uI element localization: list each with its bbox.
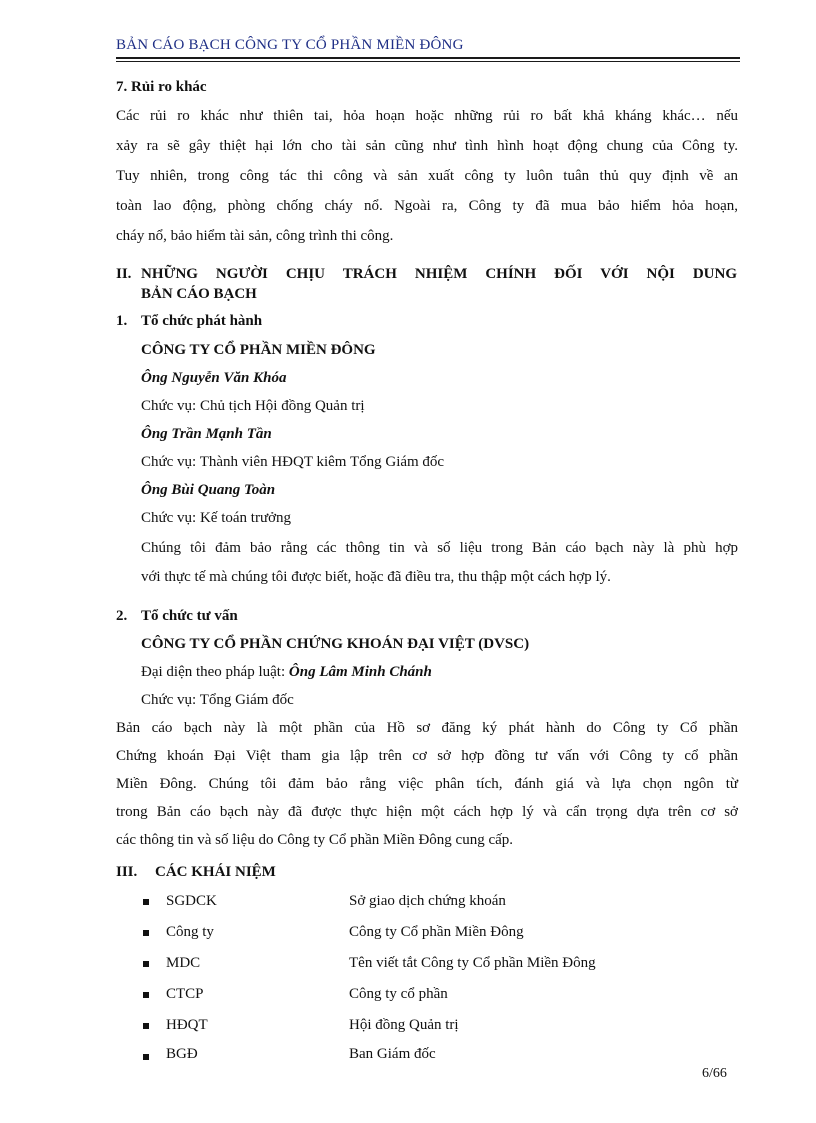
term-abbr: MDC <box>166 955 201 971</box>
person-role: Chức vụ: Thành viên HĐQT kiêm Tổng Giám đốc <box>141 454 445 470</box>
org-2-role: Chức vụ: Tổng Giám đốc <box>141 692 294 708</box>
bullet-icon <box>143 899 149 905</box>
term-abbr: Công ty <box>166 924 214 940</box>
representative-name: Ông Lâm Minh Chánh <box>288 664 432 680</box>
section-ii-title: NHỮNG NGƯỜI CHỊU TRÁCH NHIỆM CHÍNH ĐỐI VỚI NỘI DUNG <box>141 266 737 282</box>
section-7-para-line: toàn lao động, phòng chống cháy nổ. Ngoài ra, Công ty đã mua bảo hiểm hỏa hoạn, <box>116 198 738 214</box>
org-2-representative <box>141 662 432 682</box>
section-iii-number: III. <box>116 864 138 880</box>
org-1-company: CÔNG TY CỔ PHẦN MIỀN ĐÔNG <box>141 342 376 358</box>
term-meaning: Sở giao dịch chứng khoán <box>349 893 506 909</box>
person-role: Chức vụ: Kế toán trưởng <box>141 510 291 526</box>
section-7-heading: 7. Rủi ro khác <box>116 79 207 95</box>
org-1-statement-cont: với thực tế mà chúng tôi được biết, hoặc đã điều tra, thu thập một cách hợp lý. <box>141 569 611 585</box>
person-name: Ông Bùi Quang Toàn <box>141 482 276 498</box>
person-name: Ông Trần Mạnh Tần <box>141 426 272 442</box>
bullet-icon <box>143 961 149 967</box>
org-2-number: 2. <box>116 608 128 624</box>
section-7-para-line: Các rủi ro khác như thiên tai, hỏa hoạn hoặc những rủi ro bất khả kháng khác… nếu <box>116 108 738 124</box>
org-2-para-line: trong Bản cáo bạch này đã được thực hiện một cách hợp lý và cẩn trọng dựa trên cơ sở <box>116 804 738 820</box>
bullet-icon <box>143 1023 149 1029</box>
header-rule <box>116 57 740 59</box>
term-meaning: Tên viết tắt Công ty Cổ phần Miền Đông <box>349 955 596 971</box>
person-role: Chức vụ: Chủ tịch Hội đồng Quản trị <box>141 398 365 414</box>
section-iii-title: CÁC KHÁI NIỆM <box>155 864 276 880</box>
section-7-para-line: cháy nổ, bảo hiểm tài sản, công trình thi công. <box>116 228 394 244</box>
term-abbr: CTCP <box>166 986 204 1002</box>
page-number: 6/66 <box>702 1066 727 1081</box>
org-2-heading: Tổ chức tư vấn <box>141 608 238 624</box>
term-meaning: Hội đồng Quản trị <box>349 1017 459 1033</box>
org-2-para-line: các thông tin và số liệu do Công ty Cổ phần Miền Đông cung cấp. <box>116 832 514 848</box>
term-meaning: Ban Giám đốc <box>349 1046 436 1062</box>
org-1-number: 1. <box>116 313 128 329</box>
section-ii-number: II. <box>116 266 132 282</box>
org-2-para-line: Miền Đông. Chúng tôi đảm bảo rằng việc phân tích, đánh giá và lựa chọn ngôn từ <box>116 776 738 792</box>
person-name: Ông Nguyễn Văn Khóa <box>141 370 287 386</box>
org-2-para-line: Chứng khoán Đại Việt tham gia lập trên cơ sở hợp đồng tư vấn với Công ty cổ phần <box>116 748 738 764</box>
term-meaning: Công ty Cổ phần Miền Đông <box>349 924 524 940</box>
org-2-company: CÔNG TY CỔ PHẦN CHỨNG KHOÁN ĐẠI VIỆT (DVSC) <box>141 636 530 652</box>
section-ii-title-cont: BẢN CÁO BẠCH <box>141 286 257 302</box>
bullet-icon <box>143 1054 149 1060</box>
running-header: BẢN CÁO BẠCH CÔNG TY CỔ PHẦN MIỀN ĐÔNG <box>116 37 464 53</box>
term-meaning: Công ty cổ phần <box>349 986 448 1002</box>
term-abbr: SGDCK <box>166 893 217 909</box>
term-abbr: HĐQT <box>166 1017 208 1033</box>
org-1-statement: Chúng tôi đảm bảo rằng các thông tin và số liệu trong Bản cáo bạch này là phù hợp <box>141 540 738 556</box>
section-7-para-line: Tuy nhiên, trong công tác thi công và sản xuất công ty luôn tuân thủ quy định về an <box>116 168 738 184</box>
representative-label: Đại diện theo pháp luật: <box>141 664 289 680</box>
bullet-icon <box>143 930 149 936</box>
org-1-heading: Tổ chức phát hành <box>141 313 263 329</box>
header-rule-thin <box>116 61 740 62</box>
term-abbr: BGĐ <box>166 1046 198 1062</box>
section-7-para-line: xảy ra sẽ gây thiệt hại lớn cho tài sản cũng như tình hình hoạt động chung của Công ty. <box>116 138 738 154</box>
bullet-icon <box>143 992 149 998</box>
org-2-para-line: Bản cáo bạch này là một phần của Hồ sơ đăng ký phát hành do Công ty Cổ phần <box>116 720 738 736</box>
